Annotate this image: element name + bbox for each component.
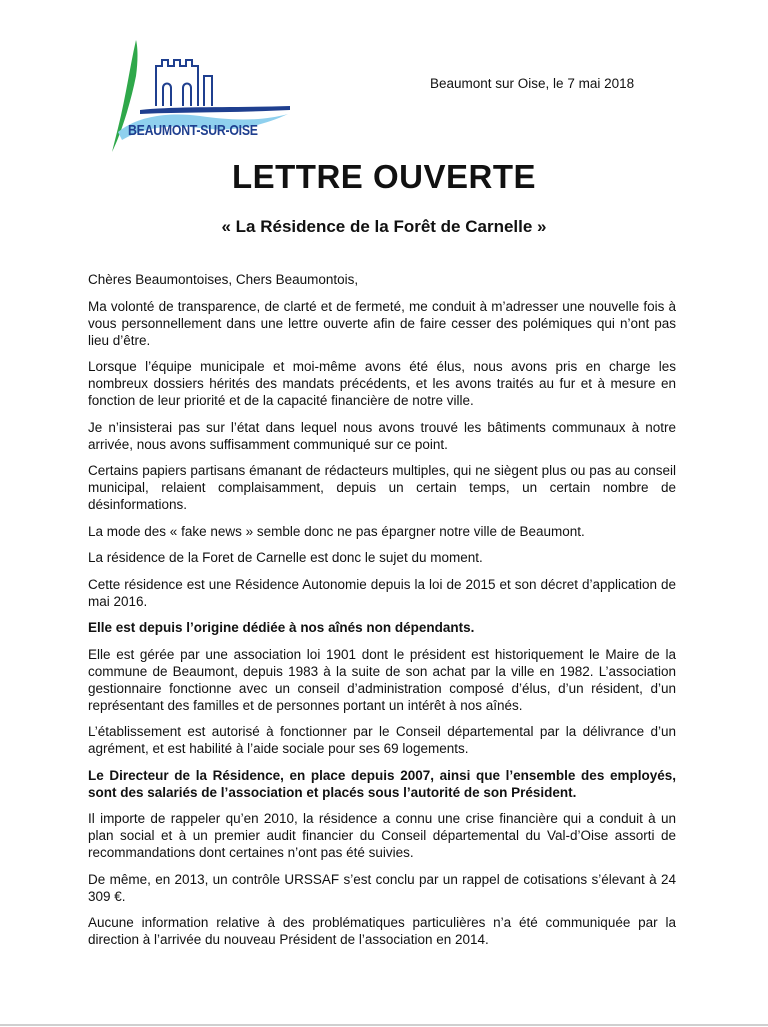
page-bottom-divider	[0, 1024, 768, 1026]
date-line: Beaumont sur Oise, le 7 mai 2018	[430, 76, 635, 91]
paragraph: Certains papiers partisans émanant de rédacteurs multiples, qui ne siègent plus ou pas au conseil municipal, relaient complaisamment, depuis un certain temps, un certain nombre de désinformations.	[88, 463, 676, 512]
paragraph-bold: Le Directeur de la Résidence, en place depuis 2007, ainsi que l’ensemble des employés, sont des salariés de l’association et placés sous l’autorité de son Président.	[88, 767, 676, 800]
letter-body	[88, 271, 676, 958]
paragraph: Je n’insisterai pas sur l’état dans lequel nous avons trouvé les bâtiments communaux à notre arrivée, nous avons suffisamment communiqué sur ce point.	[88, 419, 676, 452]
letter-title: LETTRE OUVERTE	[231, 158, 537, 195]
paragraph: Cette résidence est une Résidence Autonomie depuis la loi de 2015 et son décret d’application de mai 2016.	[88, 576, 676, 609]
paragraph: La résidence de la Foret de Carnelle est donc le sujet du moment.	[88, 550, 483, 565]
paragraph: Elle est gérée par une association loi 1901 dont le président est historiquement le Maire de la commune de Beaumont, depuis 1983 à la suite de son achat par la ville en 1982. L’association gestionnaire fonctionne avec un conseil d’administration composé d’élus, d’un résident, d’un représentant des familles et de personnes portant un intérêt à nos aînés.	[88, 646, 676, 713]
paragraph: Lorsque l’équipe municipale et moi-même avons été élus, nous avons pris en charge les nombreux dossiers hérités des mandats précédents, et les avons traités au fur et à mesure en fonction de leur priorité et de la capacité financière de notre ville.	[88, 359, 676, 408]
paragraph: De même, en 2013, un contrôle URSSAF s’est conclu par un rappel de cotisations s’élevant à 24 309 €.	[88, 871, 676, 904]
paragraph-bold: Elle est depuis l’origine dédiée à nos aînés non dépendants.	[88, 620, 475, 635]
paragraph: Il importe de rappeler qu’en 2010, la résidence a connu une crise financière qui a conduit à un plan social et à un premier audit financier du Conseil départemental du Val-d’Oise assorti de recommandations dont certaines n’ont pas été suivies.	[88, 811, 676, 860]
letter-subtitle: « La Résidence de la Forêt de Carnelle »	[221, 217, 547, 236]
logo-text: BEAUMONT-SUR-OISE	[128, 122, 258, 139]
paragraph: La mode des « fake news » semble donc ne pas épargner notre ville de Beaumont.	[88, 523, 585, 539]
paragraph: Ma volonté de transparence, de clarté et de fermeté, me conduit à m’adresser une nouvelle fois à vous personnellement dans une lettre ouverte afin de faire cesser des polémiques qui n’ont pas lieu d’être.	[88, 298, 676, 348]
paragraph: Aucune information relative à des problématiques particulières n’a été communiquée par la direction à l’arrivée du nouveau Président de l’association en 2014.	[88, 915, 676, 947]
paragraph: L’établissement est autorisé à fonctionner par le Conseil départemental par la délivrance d’un agrément, et est habilité à l’aide sociale pour ses 69 logements.	[88, 724, 676, 756]
paragraph: Chères Beaumontoises, Chers Beaumontois,	[88, 272, 359, 287]
